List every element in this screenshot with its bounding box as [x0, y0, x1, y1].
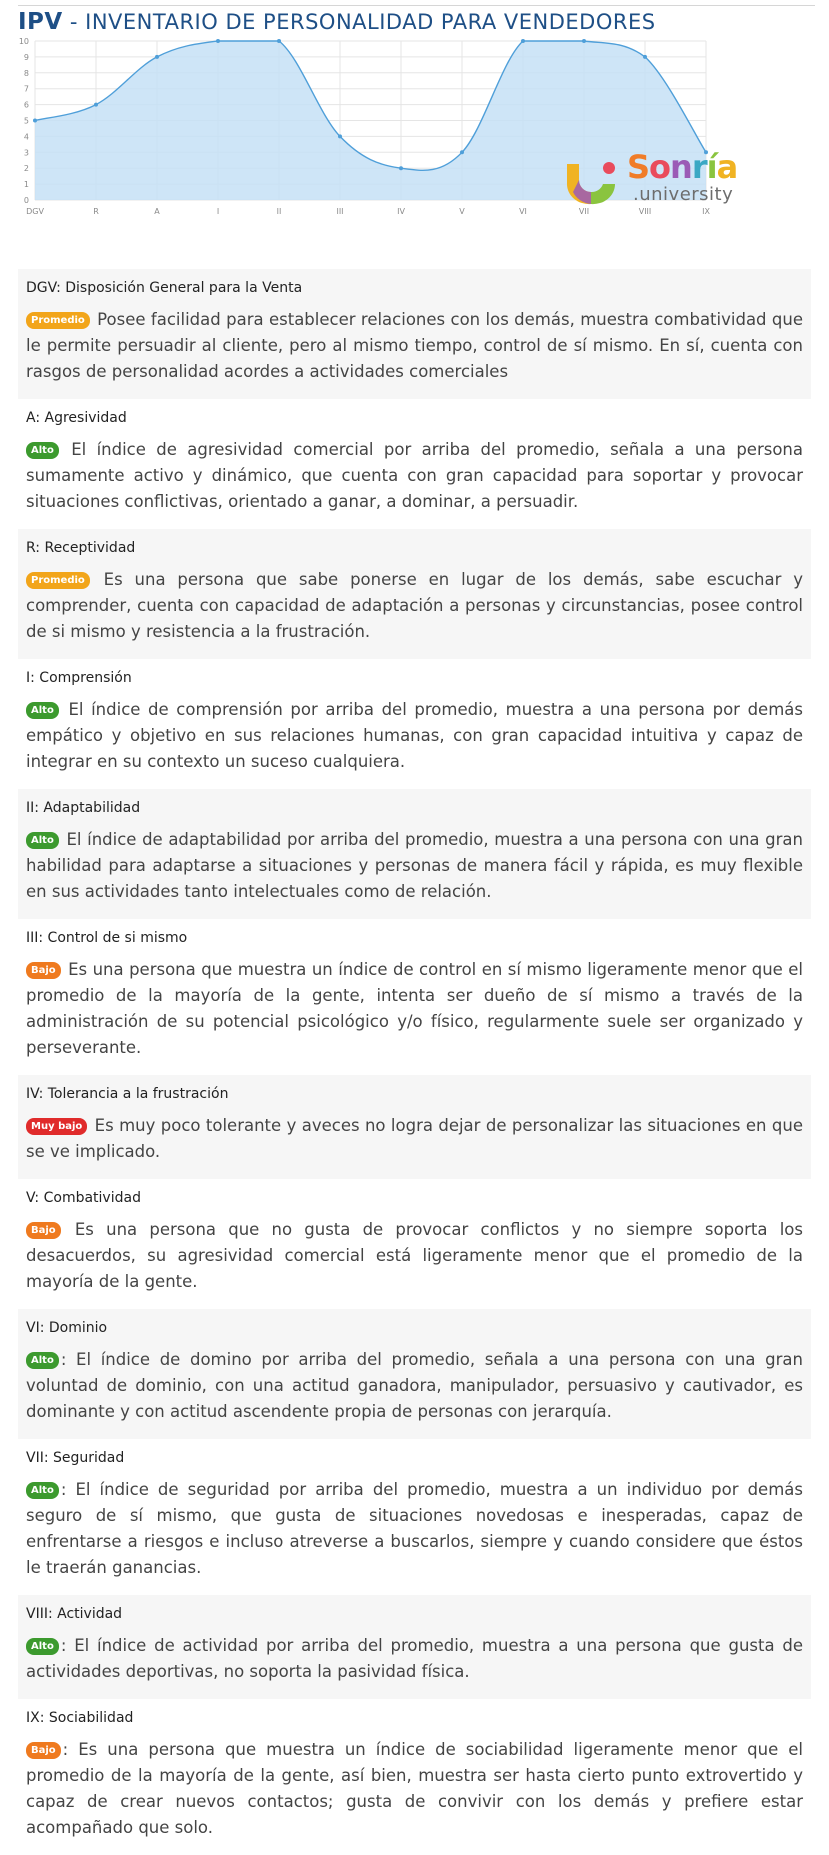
data-point — [216, 39, 220, 43]
level-badge: Alto — [26, 702, 59, 719]
trait-item — [18, 1075, 811, 1179]
trait-description — [26, 567, 803, 645]
logo-letter: í — [706, 148, 717, 186]
page-title-abbr: IPV — [18, 9, 63, 35]
y-tick-label: 3 — [23, 148, 29, 158]
sonria-university-logo — [563, 148, 738, 210]
level-badge: Promedio — [26, 312, 90, 329]
data-point — [155, 55, 159, 59]
page-title — [18, 9, 656, 35]
trait-item — [18, 1699, 811, 1855]
trait-description-text: El índice de agresividad comercial por arriba del promedio, señala a una persona sumamente activo y dinámico, que cuenta con gran capacidad para soportar y provocar situaciones conflictivas, orientado a ganar, a dominar, a persuadir. — [26, 440, 803, 511]
data-point — [521, 39, 525, 43]
trait-item — [18, 269, 811, 399]
trait-item — [18, 399, 811, 529]
trait-description — [26, 827, 803, 905]
x-tick-label: VI — [519, 207, 527, 216]
trait-description — [26, 437, 803, 515]
trait-item — [18, 789, 811, 919]
x-tick-label: DGV — [26, 207, 44, 216]
data-point — [460, 150, 464, 154]
logo-letter: o — [649, 148, 671, 186]
x-tick-label: III — [336, 207, 344, 216]
trait-description-text: Es una persona que muestra un índice de control en sí mismo ligeramente menor que el promedio de la mayoría de la gente, intenta ser dueño de sí mismo a través de la administración de su potencial psicológico y/o físico, regularmente suele ser organizado y perseverante. — [26, 960, 803, 1057]
logo-subtext: .university — [633, 184, 734, 205]
x-tick-label: I — [216, 207, 220, 216]
level-badge: Alto — [26, 1352, 59, 1369]
trait-item — [18, 1595, 811, 1699]
trait-title: V: Combatividad — [26, 1190, 141, 1206]
x-tick-label: IX — [702, 207, 710, 216]
y-tick-label: 6 — [23, 100, 29, 110]
trait-description-text: : El índice de domino por arriba del promedio, señala a una persona con una gran voluntad de dominio, con una actitud ganadora, manipulador, persuasivo y cautivador, es dominante y con actitud ascendente propia de personas con jerarquía. — [26, 1350, 803, 1421]
trait-description — [26, 1737, 803, 1841]
top-divider — [18, 5, 815, 6]
data-point — [338, 134, 342, 138]
trait-title: IX: Sociabilidad — [26, 1710, 134, 1726]
y-tick-label: 7 — [23, 84, 29, 94]
trait-description-text: Posee facilidad para establecer relaciones con los demás, muestra combatividad que le permite persuadir al cliente, pero al mismo tiempo, control de sí mismo. En sí, cuenta con rasgos de personalidad acordes a actividades comerciales — [26, 310, 803, 381]
trait-title: IV: Tolerancia a la frustración — [26, 1086, 229, 1102]
trait-title: DGV: Disposición General para la Venta — [26, 280, 303, 296]
trait-title: II: Adaptabilidad — [26, 800, 141, 816]
x-tick-label: VIII — [638, 207, 652, 216]
trait-description-text: El índice de adaptabilidad por arriba del promedio, muestra a una persona con una gran habilidad para adaptarse a situaciones y personas de manera fácil y rápida, es muy flexible en sus actividades tanto intelectuales como de relación. — [26, 830, 803, 901]
trait-description-text: El índice de comprensión por arriba del promedio, muestra a una persona por demás empático y objetivo en sus relaciones humanas, con gran capacidad intuitiva y capaz de integrar en su contexto un suceso cualquiera. — [26, 700, 803, 771]
level-badge: Alto — [26, 1638, 59, 1655]
trait-title: VIII: Actividad — [26, 1606, 123, 1622]
y-tick-label: 9 — [23, 52, 29, 62]
trait-item — [18, 529, 811, 659]
x-tick-label: IV — [397, 207, 405, 216]
level-badge: Bajo — [26, 962, 61, 979]
trait-description-list — [18, 269, 811, 1855]
y-tick-label: 1 — [23, 180, 29, 190]
y-tick-label: 8 — [23, 68, 29, 78]
y-tick-label: 0 — [23, 196, 29, 205]
y-tick-label: 4 — [23, 132, 29, 142]
trait-title: III: Control de si mismo — [26, 930, 188, 946]
trait-description-text: : El índice de actividad por arriba del promedio, muestra a una persona que gusta de actividades deportivas, no soporta la pasividad física. — [26, 1636, 803, 1681]
level-badge: Promedio — [26, 572, 90, 589]
trait-item — [18, 919, 811, 1075]
trait-description — [26, 1347, 803, 1425]
data-point — [277, 39, 281, 43]
page-title-text: - INVENTARIO DE PERSONALIDAD PARA VENDEDORES — [62, 10, 656, 34]
trait-item — [18, 1309, 811, 1439]
data-point — [399, 166, 403, 170]
level-badge: Bajo — [26, 1742, 61, 1759]
trait-description — [26, 957, 803, 1061]
data-point — [582, 39, 586, 43]
trait-description-text: Es muy poco tolerante y aveces no logra dejar de personalizar las situaciones en que se ve implicado. — [26, 1116, 803, 1161]
data-point — [94, 103, 98, 107]
trait-description — [26, 1113, 803, 1165]
level-badge: Alto — [26, 832, 59, 849]
logo-letter: S — [627, 148, 650, 186]
trait-description — [26, 1633, 803, 1685]
data-point — [643, 55, 647, 59]
trait-description-text: : El índice de seguridad por arriba del promedio, muestra a un individuo por demás seguro de sí mismo, que gusta de situaciones novedosas e inesperadas, capaz de enfrentarse a riesgos e incluso atreverse a buscarlos, siempre y cuando considere que éstos le traerán ganancias. — [26, 1480, 803, 1577]
trait-title: VII: Seguridad — [26, 1450, 125, 1466]
trait-title: VI: Dominio — [26, 1320, 108, 1336]
x-tick-label: VII — [578, 207, 590, 216]
level-badge: Alto — [26, 1482, 59, 1499]
logo-letter: a — [716, 148, 738, 186]
level-badge: Alto — [26, 442, 59, 459]
logo-letter: r — [691, 148, 707, 186]
y-tick-label: 2 — [23, 164, 29, 174]
trait-item — [18, 1439, 811, 1595]
y-tick-label: 10 — [18, 38, 29, 46]
trait-item — [18, 659, 811, 789]
trait-title: R: Receptividad — [26, 540, 136, 556]
trait-description-text: Es una persona que sabe ponerse en lugar de los demás, sabe escuchar y comprender, cuenta con capacidad de adaptación a personas y circunstancias, posee control de si mismo y resistencia a la frustración. — [26, 570, 803, 641]
trait-description — [26, 697, 803, 775]
trait-description — [26, 307, 803, 385]
trait-description — [26, 1217, 803, 1295]
trait-description-text: Es una persona que no gusta de provocar conflictos y no siempre soporta los desacuerdos, su agresividad comercial está ligeramente menor que el promedio de la mayoría de la gente. — [26, 1220, 803, 1291]
logo-letter: n — [670, 148, 692, 186]
x-tick-label: V — [459, 207, 465, 216]
logo-wordmark — [627, 148, 737, 186]
trait-title: I: Comprensión — [26, 670, 132, 686]
trait-title: A: Agresividad — [26, 410, 127, 426]
x-tick-label: A — [154, 207, 160, 216]
x-tick-label: II — [276, 207, 282, 216]
data-point — [33, 119, 37, 123]
logo-mark-icon — [563, 158, 623, 206]
x-tick-label: R — [93, 207, 99, 216]
trait-description-text: : Es una persona que muestra un índice de sociabilidad ligeramente menor que el promedio de la mayoría de la gente, así bien, muestra ser hasta cierto punto extrovertido y capaz de crear nuevos contactos; gusta de convivir con los demás y prefiere estar acompañado que solo. — [26, 1740, 803, 1837]
level-badge: Bajo — [26, 1222, 61, 1239]
trait-item — [18, 1179, 811, 1309]
trait-description — [26, 1477, 803, 1581]
y-tick-label: 5 — [23, 116, 29, 126]
level-badge: Muy bajo — [26, 1118, 87, 1135]
